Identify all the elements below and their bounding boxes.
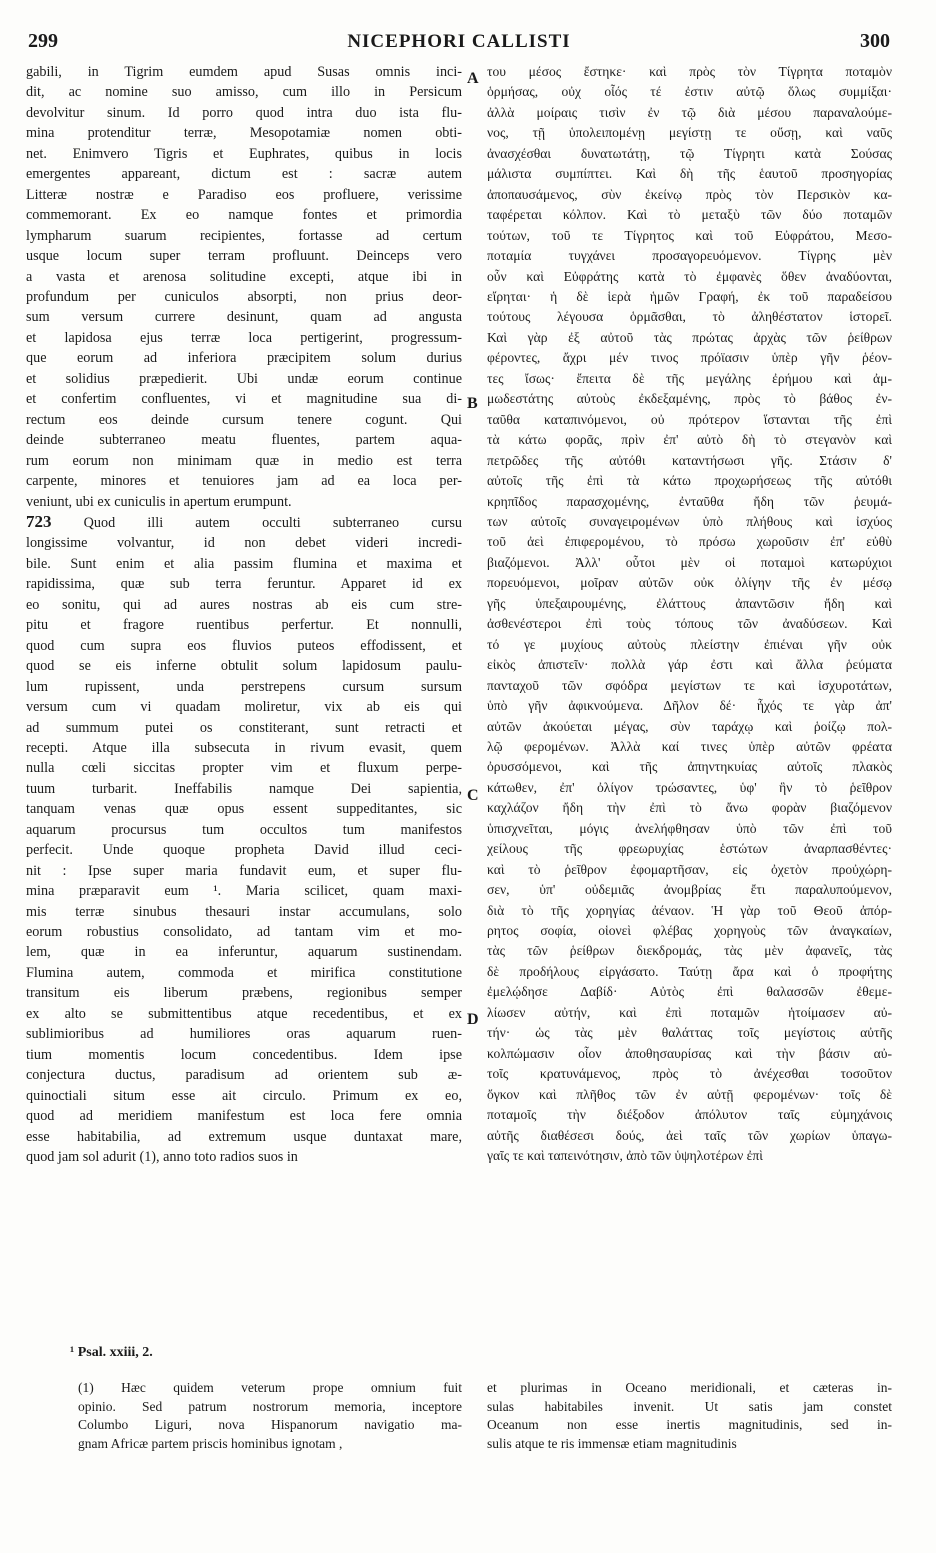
latin-text-line: quinoctiali situm esse ait circulo. Primum ex eo, (26, 1087, 462, 1104)
latin-text-line: commemorant. Ex eo namque fontes et primordia (26, 207, 462, 224)
latin-text-line: nulla cœli siccitas propter vim et fluxum perpe- (26, 760, 462, 777)
latin-text-line: Litteræ nostræ e Paradiso eos profluere, verissime (26, 186, 462, 203)
latin-text-line: rum eorum non minimam quæ in medio est terra (26, 452, 462, 469)
latin-text-line: longissime volvantur, id non debet videri incredi- (26, 535, 462, 552)
greek-text-line: εἰκὸς ἀπιστεῖν· πολλὰ γάρ ἐστι καὶ ἄλλα ῥεύματα (487, 657, 892, 673)
greek-text-line: ποταμία τυγχάνει προσαγορευόμενον. Τίγρης μὲν (487, 248, 892, 264)
greek-column (487, 62, 892, 1166)
footnote-right-line: sulis atque te ris immensæ etiam magnitudinis (487, 1435, 737, 1451)
running-title: NICEPHORI CALLISTI (347, 31, 571, 52)
footnote-left (78, 1379, 462, 1453)
footnote-right-line: et plurimas in Oceano meridionali, et cæteras in- (487, 1380, 892, 1395)
section-markers (467, 62, 487, 1262)
latin-text-line: tuum turbarit. Ineffabilis namque Dei sapientia, (26, 780, 462, 797)
greek-text-line: Καὶ γὰρ ἐξ αὐτοῦ τὰς πρώτας ἀρχὰς τῶν ῥείθρων (487, 329, 892, 345)
greek-text-line: κολπώμασιν οἷον ἀποθησαυρίσας καὶ τὴν βάσιν αὐ- (487, 1045, 892, 1061)
latin-text-line: lympharum suarum recipientes, fortasse ad certum (26, 227, 462, 244)
latin-text-line: ex alto se submittentibus atque recedentibus, et ex (26, 1005, 462, 1022)
latin-text-line: net. Enimvero Tigris et Euphrates, quibus in locis (26, 145, 462, 162)
greek-text-line: διὰ τὸ τῆς χορηγίας ἀέναον. Ἡ γὰρ τοῦ Θεοῦ ἀπόρ- (487, 902, 892, 918)
latin-text-line: lum rupissent, unda perstrepens cursum sursum (26, 678, 462, 695)
greek-text-line: τοῖς κρατυνάμενος, πρὸς τὸ ἀνέχεσθαι τοσοῦτον (487, 1066, 892, 1082)
footnote-left-line: (1) Hæc quidem veterum prope omnium fuit (78, 1380, 462, 1395)
latin-text-line: mina præparavit eum ¹. Maria scilicet, quam maxi- (26, 883, 462, 900)
greek-text-line: πορευόμενοι, μοῖραν αὐτῶν οὐκ ὀλίγην τῆς ἐν μέσῳ (487, 575, 892, 591)
latin-text-line: pitu et fragore ruentibus perfertur. Et nonnulli, (26, 617, 462, 634)
latin-text-line: tanquam venas quæ opus essent suppeditantes, sic (26, 801, 462, 818)
latin-text-line: que eorum ad inferiora præcipitem solum durius (26, 350, 462, 367)
latin-text-line: et lapidosa ejus terræ loca pertigerint, progressum- (26, 329, 462, 346)
latin-text-line: veniunt, ubi ex cuniculis in apertum erumpunt. (26, 493, 292, 510)
greek-text-line: νος, τῇ ὑπολειπομένῃ μεγίστῃ τε οὔσῃ, καὶ ναῦς (487, 125, 892, 141)
greek-text-line: τό γε μυχίους αὐτοὺς πλείστην ἐπιέναι γῆν οὐκ (487, 636, 892, 652)
footnote-left-line: Columbo Liguri, nova Hispanorum navigatio ma- (78, 1417, 462, 1432)
greek-text-line: μάλιστα συμπίπτει. Καὶ δὴ τῆς ἑαυτοῦ προσηγορίας (487, 166, 892, 182)
marker-a: A (467, 70, 479, 87)
greek-text-line: τήν· ὡς τὰς μὲν θαλάττας τοῖς μεγίστοις αὐτῆς (487, 1025, 892, 1041)
greek-text-line: τὰς τῶν ῥείθρων διεκδρομάς, τὰς μὲν ἀφανεῖς, τὰς (487, 943, 892, 959)
greek-text-line: φέροντες, ἄχρι μέν τινος πρόϊασιν ὑπὲρ γῆν ῥέον- (487, 350, 892, 366)
greek-text-line: ποταμοῖς τὴν διέξοδον ἀπόλυτον ταῖς εὐμηχάνοις (487, 1107, 892, 1123)
greek-text-line: εἴρηται· ἡ δὲ ἱερὰ ἡμῶν Γραφή, ἐκ τοῦ παραδείσου (487, 288, 892, 304)
latin-text-line: lem, quæ in ea inferuntur, aquarum sustinendam. (26, 944, 462, 961)
greek-text-line: ταφέρεται κόλπον. Καὶ τὸ μεταξὺ τῶν δύο ποταμῶν (487, 207, 892, 223)
latin-text-line: dit, ac nomine suo amisso, cum illo in Persicum (26, 84, 462, 101)
latin-text-line: eo sonitu, qui ad aures nostras ab eis cum stre- (26, 596, 462, 613)
greek-text-line: κρηπῖδος παρασχομένης, ἐνταῦθα ἤδη τῶν ῥευμά- (487, 493, 892, 509)
greek-text-line: κάτωθεν, ἐπ' ὀλίγον τρώσαντες, ὑφ' ἣν τὸ ῥεῖθρον (487, 779, 892, 795)
greek-text-line: λῷ φερομένων. Ἀλλὰ καί τινες ὑπὲρ αὐτῶν φρέατα (487, 738, 892, 754)
latin-text-line: versum cum vi quadam moliretur, vix ab eis qui (26, 699, 462, 716)
greek-text-line: ἀσθενέστεροι ἐπὶ τοὺς τόπους τῶν ἀναδύσεων. Καὶ (487, 616, 892, 632)
greek-text-line: ἐμελῴδησε Δαβίδ· Αὐτὸς ἐπὶ θαλασσῶν ἐθεμε- (487, 984, 892, 1000)
latin-text-line: quod cum supra eos fluvios puteos effodissent, et (26, 637, 462, 654)
greek-text-line: ἀλλὰ μοίραις τισὶν ἐν τῷ διὰ μέσου παραναλούμε- (487, 104, 892, 120)
greek-text-line: γαῖς τε καὶ ταπεινότησιν, ἀπὸ τῶν ὑψηλοτέρων ἐπὶ (487, 1148, 763, 1164)
latin-text-line: recepti. Atque illa subsecuta in rivum evasit, quem (26, 739, 462, 756)
footnote-right-line: Oceanum non esse inertis magnitudinis, sed in- (487, 1417, 892, 1432)
greek-text-line: χείλους τῆς φρεωρυχίας ἑστώτων ἀναρπασθέντες· (487, 841, 892, 857)
greek-text-line: μωδεστάτης αὐτοὺς ἐκδεξαμένης, πρὸς τὸ βάθος ἐν- (487, 391, 892, 407)
column-number-723: 723 (26, 511, 52, 531)
latin-text-line: tium momentis locum concedentibus. Idem ipse (26, 1046, 462, 1063)
latin-text-line: eorum robustius consolidato, ad tantam vim et mo- (26, 924, 462, 941)
greek-text-line: ἀνασχέσθαι δυνατωτάτῃ, τῷ Τίγρητι κατὰ Σούσας (487, 145, 892, 161)
page-header (28, 30, 890, 64)
greek-text-line: τούτων, τοῦ τε Τίγρητος καὶ τοῦ Εὐφράτου, Μεσο- (487, 227, 892, 243)
latin-text-line: quod ad meridiem manifestum est loca fere omnia (26, 1108, 462, 1125)
latin-text-line: nit : Ipse super maria fundavit eum, et super flu- (26, 862, 462, 879)
greek-text-line: ταῦθα καταπινόμενοι, οὐ πρότερον ἵστανται τῆς ἐπὶ (487, 411, 892, 427)
latin-text-line: profundum per cuniculos absorpti, non prius deor- (26, 288, 462, 305)
marker-b: B (467, 395, 478, 412)
greek-text-line: τὰ κάτω φορᾶς, πρὶν ἐπ' αὐτὸ δὴ τὸ στεγανὸν καὶ (487, 432, 892, 448)
footnote-left-line: opinio. Sed patrum nostrorum memoria, inceptore (78, 1398, 462, 1414)
latin-text-line: Flumina autem, commoda et mirifica constitutione (26, 964, 462, 981)
greek-text-line: αὐτῶν ἀκούεται μέγας, σὺν ταράχῳ καὶ ῥοίζῳ πολ- (487, 718, 892, 734)
greek-text-line: σεν, ὑπ' οὐδεμιᾶς ἀνομβρίας ἔτι παραλυπούμενον, (487, 882, 892, 898)
latin-text-line: emergentes appareant, dictum est : sacræ autem (26, 166, 462, 183)
page-number-right: 300 (859, 30, 890, 52)
greek-text-line: ὀρυσσόμενοι, καὶ τῆς ἀπηντηκυίας αὐτοῖς πλακὸς (487, 759, 892, 775)
latin-text-line: sublimioribus ad humiliores oras aquarum ruen- (26, 1026, 462, 1043)
latin-text-line: quod se eis inferne obtulit solum lapidosum paulu- (26, 658, 462, 675)
latin-text-line: quod jam sol adurit (1), anno toto radios suos in (26, 1149, 298, 1166)
greek-text-line: γῆς ὑπεξαιρουμένης, ἐλάττους ἀπαντῶσιν ἤδη καὶ (487, 595, 892, 611)
greek-text-line: δὲ προδήλους εἰργάσατο. Ταύτῃ ἄρα καὶ ὁ προφήτης (487, 963, 892, 979)
footnote-left-line: gnam Africæ partem priscis hominibus ignotam , (78, 1435, 343, 1451)
greek-text-line: λίωσεν αὐτήν, καὶ ἐπὶ ποταμῶν ἡτοίμασεν αὐ- (487, 1004, 892, 1020)
latin-text-line: sum versum currere desinunt, quam ad angusta (26, 309, 462, 326)
latin-text-line: esse habitabilia, ad extremum usque duntaxat mare, (26, 1128, 462, 1145)
latin-text-line: conjectura ductus, paradisum ad orientem sub æ- (26, 1067, 462, 1084)
greek-text-line: τούτους λέγουσα ὁρμᾶσθαι, τὸ ἀληθέστατον ἱστορεῖ. (487, 309, 892, 325)
latin-text-line: et confertim confluentes, vi et magnitudine sua di- (26, 391, 462, 408)
greek-text-line: βιαζόμενοι. Ἀλλ' οὗτοι μὲν οἱ ποταμοὶ κατωρύχιοι (487, 554, 892, 570)
latin-text-line: transitum eis liberum præbens, regionibus semper (26, 985, 462, 1002)
latin-column (26, 62, 462, 1167)
greek-text-line: πετρῶδες τῆς αὐτόθι καταντήσωσι γῆς. Στάσιν δ' (487, 452, 892, 468)
latin-text-line: et solidius præpedierit. Ubi undæ eorum continue (26, 370, 462, 387)
latin-text-line: bile. Sunt enim et alia passim flumina et maxima et (26, 555, 462, 572)
greek-text-line: πανταχοῦ τῶν σφόδρα μεγίστων τε καὶ ἰσχυροτάτων, (487, 677, 892, 693)
greek-text-line: ὄγκον καὶ πλῆθος τῶν ἐν αὐτῇ φερομένων· τοῖς δὲ (487, 1086, 892, 1102)
greek-text-line: αὐτῆς διαθέσεσι δούς, ἀεὶ ταῖς τῶν χωρίων ὑπαγω- (487, 1127, 892, 1143)
greek-text-line: των αὐτοῖς συναγειρομένων ὑπὸ πλήθους καὶ ἰσχύος (487, 513, 892, 529)
footnote-right (487, 1379, 892, 1453)
latin-text-line: 723 Quod illi autem occulti subterraneo cursu (26, 511, 462, 531)
latin-text-line: mina protenditur terræ, Mesopotamiæ nomen obti- (26, 125, 462, 142)
latin-text-line: deinde subterraneo meatu fluentes, partem aqua- (26, 432, 462, 449)
greek-text-line: αὐτοῖς τῆς ἐπὶ τὰ κάτω προχωρήσεως τῆς αὐτόθι (487, 473, 892, 489)
greek-text-line: καχλάζον ἤδη τὴν ἐπὶ τὸ ἄνω φορὰν βιαζόμενον (487, 800, 892, 816)
latin-text-line: rapidissima, quæ sub terra feruntur. Apparet id ex (26, 576, 462, 593)
marker-d: D (467, 1011, 479, 1028)
latin-text-line: mis terræ sinubus thesauri instar accumulans, solo (26, 903, 462, 920)
latin-text-line: carpente, minores et tenuiores jam ad ea loca per- (26, 473, 462, 490)
greek-text-line: ἀποπαυσάμενος, σὺν ἐκείνῳ πρὸς τὸν Περσικὸν κα- (487, 186, 892, 202)
marker-c: C (467, 787, 479, 804)
latin-text-line: gabili, in Tigrim eumdem apud Susas omnis inci- (26, 64, 462, 80)
latin-text-line: devolvitur sinum. Id porro quod intra duo ista flu- (26, 104, 462, 121)
greek-text-line: ὁρμήσας, οὐχ οἷός τέ ἐστιν αὐτῷ ὅλως συμμίξαι· (487, 84, 892, 100)
latin-text-line: a vasta et arenosa solitudine excepti, atque ibi in (26, 268, 462, 285)
footnote-right-line: sulas habitabiles invenit. Ut satis jam constet (487, 1398, 892, 1414)
latin-text-line: rectum eos deinde cursum tenere cogunt. Qui (26, 411, 462, 428)
latin-text-line: perfecit. Unde quoque propheta David illud ceci- (26, 842, 462, 859)
greek-text-line: οὖν καὶ Εὐφράτης κατὰ τὸ ἐμφανὲς ὅθεν ἀναδύονται, (487, 268, 892, 284)
greek-text-line: ὑπισχνεῖται, μόγις ἀνελήφθησαν ὑπὸ τῶν ἐπὶ τοῦ (487, 820, 892, 836)
greek-text-line: καὶ τὸ ῥεῖθρον ἐφομαρτῆσαν, εἰς ὀχετὸν προὐχώρη- (487, 861, 892, 877)
greek-text-line: τοῦ ἀεὶ ἐπιφερομένου, τὸ πρόσω χωροῦσιν ἐπ' εὐθὺ (487, 534, 892, 550)
latin-text-line: usque locum super terram profluunt. Deinceps vero (26, 248, 462, 265)
greek-text-line: ὑπὸ γῆν ἀφικνούμενα. Δῆλον δέ· ἦχός τε γὰρ ἀπ' (487, 698, 892, 714)
page-number-left: 299 (28, 30, 58, 52)
latin-text-line: aquarum procursus tum occultos tum manifestos (26, 821, 462, 838)
latin-text-line: ad summum putei os constiterant, sunt retracti et (26, 719, 462, 736)
greek-text-line: τες ἴσως· ἔπειτα δὲ τῆς μεγάλης ἐρήμου καὶ ἀμ- (487, 370, 892, 386)
greek-text-line: του μέσος ἔστηκε· καὶ πρὸς τὸν Τίγρητα ποταμὸν (487, 64, 892, 79)
greek-text-line: ρητος σοφία, οἱονεὶ φλέβας χορηγοὺς τῶν ἀναγκαίων, (487, 923, 892, 939)
psalm-footnote: ¹ Psal. xxiii, 2. (70, 1345, 153, 1360)
